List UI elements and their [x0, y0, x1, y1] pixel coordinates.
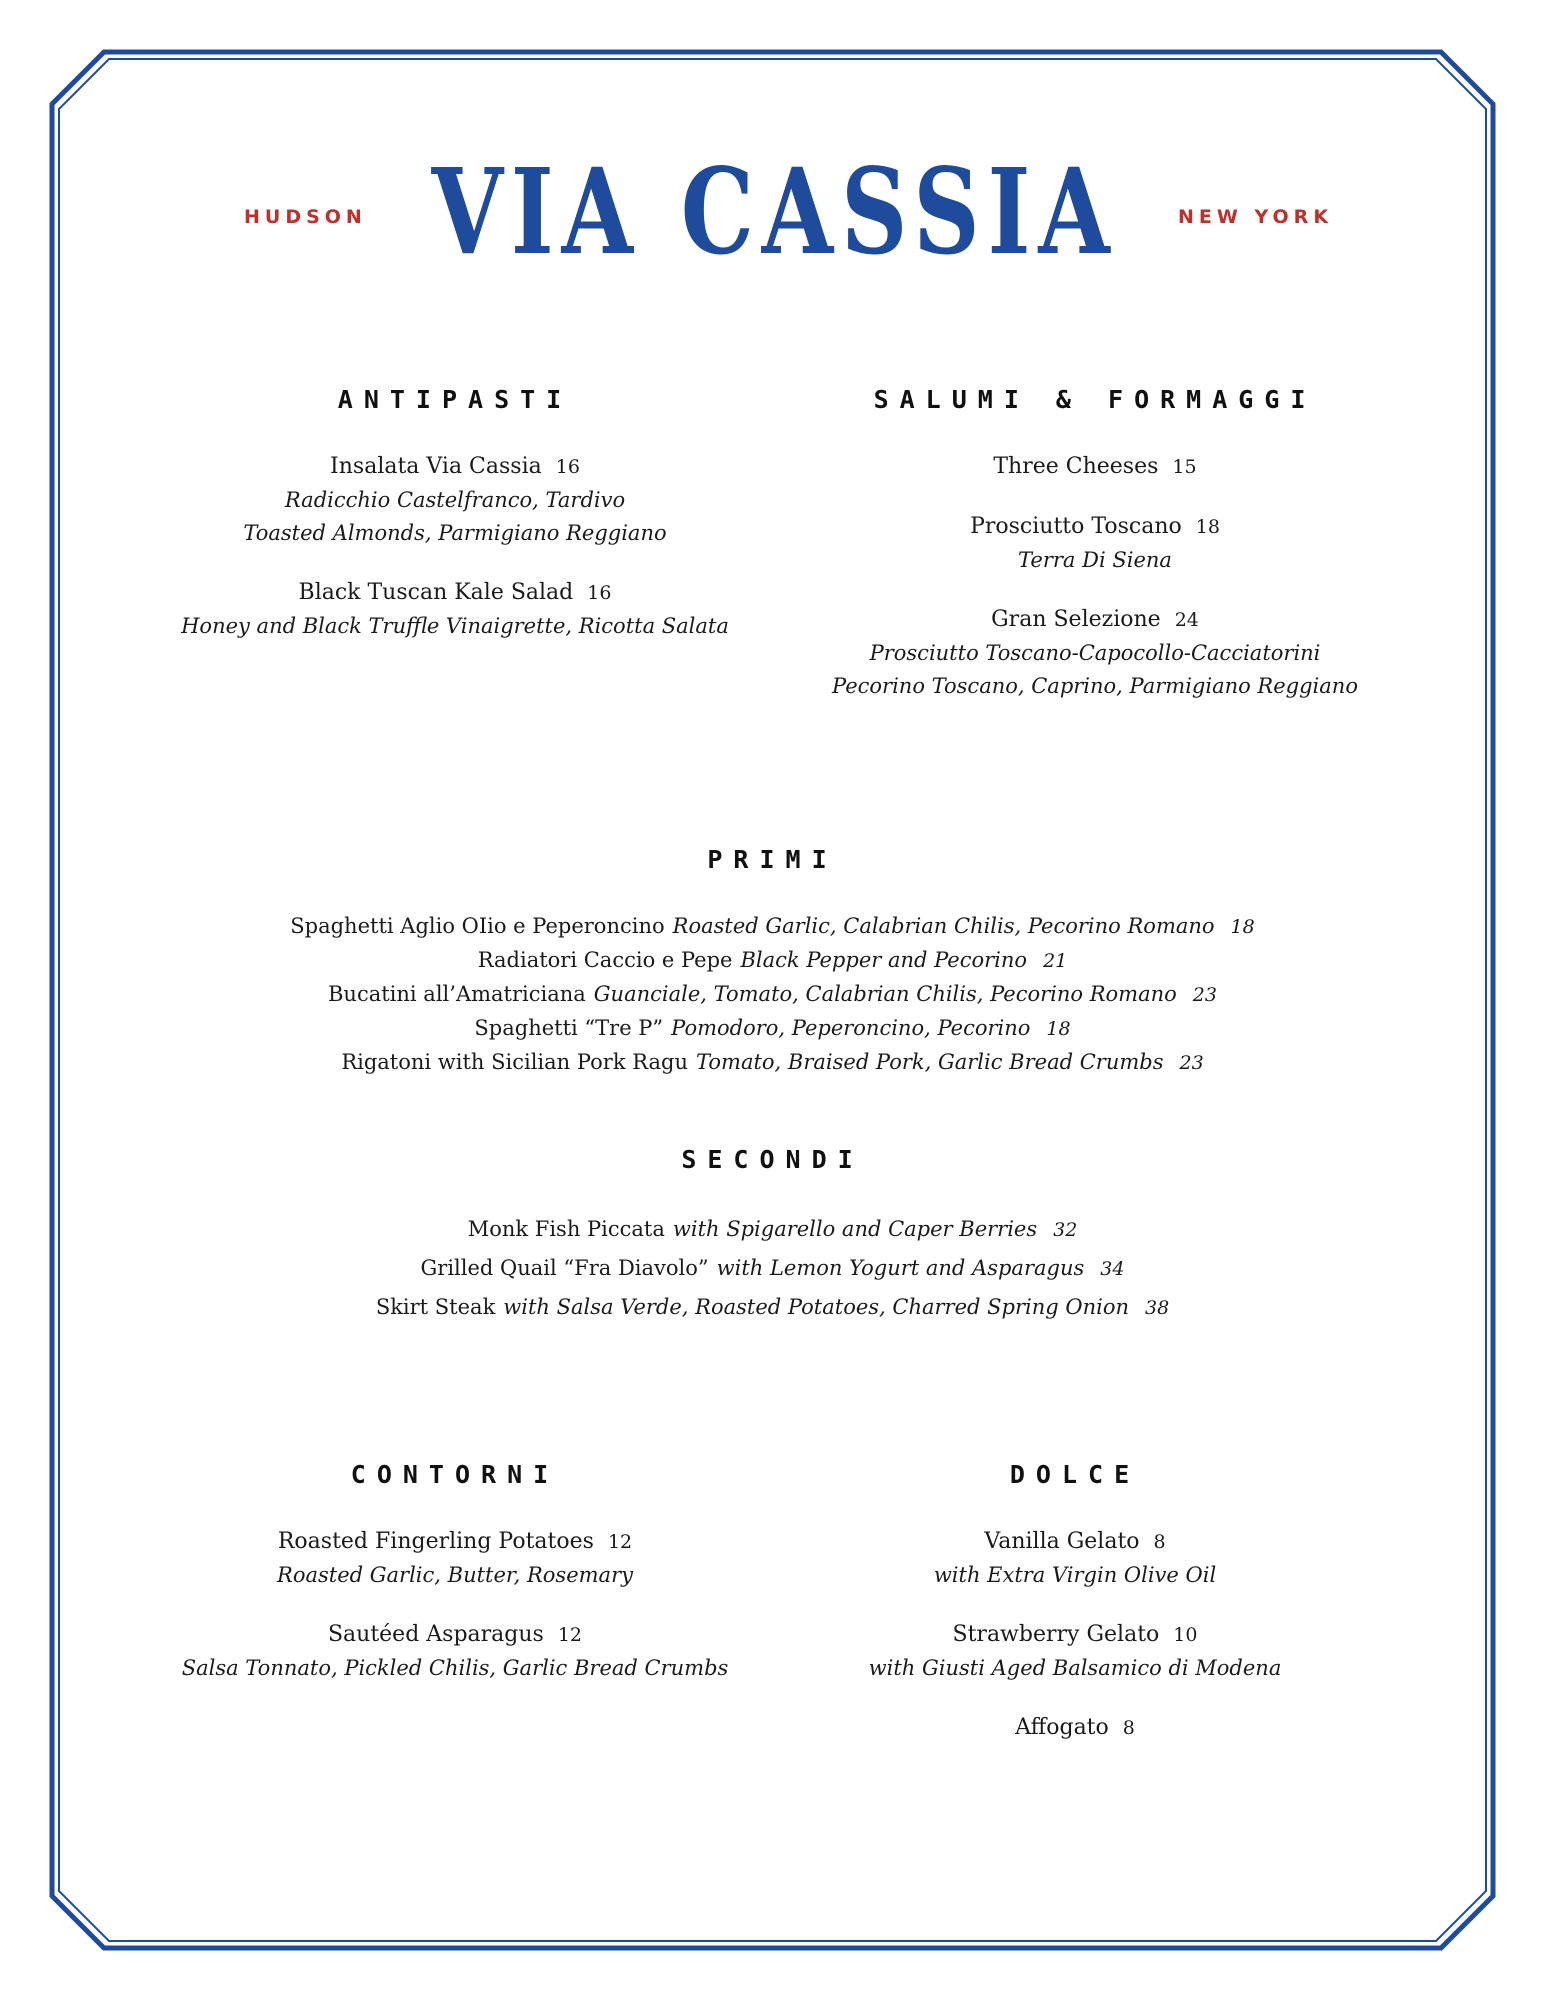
- item-name: Rigatoni with Sicilian Pork Ragu: [341, 1050, 689, 1074]
- item-description: Salsa Tonnato, Pickled Chilis, Garlic Bread Crumbs: [181, 1656, 729, 1680]
- item-description: Prosciutto Toscano-Capocollo-Cacciatorini: [869, 641, 1321, 665]
- item-description: Radicchio Castelfranco, Tardivo: [284, 488, 626, 512]
- item-name: Roasted Fingerling Potatoes: [277, 1529, 594, 1554]
- section-title: SALUMI & FORMAGGI: [873, 385, 1317, 414]
- item-price: 16: [555, 456, 580, 478]
- section-title: CONTORNI: [350, 1460, 560, 1489]
- menu-item: [150, 1618, 760, 1685]
- item-line: [150, 1525, 760, 1559]
- menu-item: [180, 1210, 1365, 1249]
- menu-item: [180, 1046, 1365, 1080]
- item-name: Gran Selezione: [991, 607, 1161, 632]
- section-secondi: [180, 1145, 1365, 1327]
- restaurant-title: VIA CASSIA: [431, 142, 1118, 281]
- menu-item: [180, 944, 1365, 978]
- item-list: [770, 1525, 1380, 1745]
- item-name: Insalata Via Cassia: [330, 454, 542, 479]
- section-primi: [180, 845, 1365, 1080]
- item-price: 38: [1145, 1297, 1170, 1319]
- section-contorni: [150, 1460, 760, 1711]
- item-price: 12: [607, 1531, 633, 1553]
- item-price: 8: [1153, 1531, 1166, 1553]
- section-title: DOLCE: [1009, 1460, 1141, 1489]
- item-line: [150, 450, 760, 484]
- item-name: Strawberry Gelato: [952, 1622, 1160, 1647]
- item-line: [150, 1618, 760, 1652]
- section-dolce: [770, 1460, 1380, 1771]
- item-description: with Lemon Yogurt and Asparagus: [716, 1256, 1085, 1280]
- item-description: Pomodoro, Peperoncino, Pecorino: [671, 1016, 1031, 1040]
- item-name: Sautéed Asparagus: [327, 1622, 544, 1647]
- item-line: [770, 1618, 1380, 1652]
- menu-item: [180, 1012, 1365, 1046]
- item-name: Radiatori Caccio e Pepe: [477, 948, 733, 972]
- section-title: SECONDI: [681, 1145, 864, 1174]
- item-name: Grilled Quail “Fra Diavolo”: [420, 1256, 709, 1280]
- item-price: 24: [1174, 609, 1199, 631]
- menu-item: [180, 910, 1365, 944]
- item-price: 12: [557, 1624, 583, 1646]
- menu-item: [770, 1711, 1380, 1745]
- item-line: [770, 1525, 1380, 1559]
- item-description: Roasted Garlic, Butter, Rosemary: [277, 1563, 633, 1587]
- section-title: ANTIPASTI: [337, 385, 573, 414]
- item-price: 16: [587, 582, 612, 604]
- item-price: 34: [1100, 1258, 1125, 1280]
- item-price: 15: [1172, 456, 1197, 478]
- item-description: Guanciale, Tomato, Calabrian Chilis, Pecorino Romano: [593, 982, 1177, 1006]
- item-price: 32: [1053, 1219, 1078, 1241]
- menu-item: [790, 603, 1400, 703]
- item-price: 21: [1043, 950, 1068, 972]
- item-description: Pecorino Toscano, Caprino, Parmigiano Reggiano: [832, 674, 1358, 698]
- item-name: Three Cheeses: [993, 454, 1159, 479]
- item-description: with Giusti Aged Balsamico di Modena: [868, 1656, 1282, 1680]
- section-antipasti: [150, 385, 760, 669]
- menu-item: [770, 1618, 1380, 1685]
- item-name: Skirt Steak: [375, 1295, 496, 1319]
- location-left: HUDSON: [244, 206, 367, 228]
- item-description: with Salsa Verde, Roasted Potatoes, Charred Spring Onion: [503, 1295, 1129, 1319]
- item-description: Honey and Black Truffle Vinaigrette, Ricotta Salata: [181, 614, 729, 638]
- menu-item: [790, 510, 1400, 577]
- section-title: PRIMI: [707, 845, 838, 874]
- item-line: [790, 450, 1400, 484]
- location-right: NEW YORK: [1178, 206, 1334, 228]
- item-list: [150, 450, 760, 643]
- menu-item: [150, 1525, 760, 1592]
- menu-item: [180, 978, 1365, 1012]
- item-description: Tomato, Braised Pork, Garlic Bread Crumbs: [696, 1050, 1164, 1074]
- menu-header: [0, 142, 1545, 281]
- menu-item: [150, 576, 760, 643]
- item-description: with Extra Virgin Olive Oil: [933, 1563, 1217, 1587]
- item-line: [790, 603, 1400, 637]
- menu-item: [180, 1288, 1365, 1327]
- item-description: Black Pepper and Pecorino: [740, 948, 1028, 972]
- item-description: with Spigarello and Caper Berries: [672, 1217, 1038, 1241]
- section-salumi-formaggi: [790, 385, 1400, 729]
- item-name: Black Tuscan Kale Salad: [298, 580, 574, 605]
- item-description: Roasted Garlic, Calabrian Chilis, Pecorino Romano: [672, 914, 1215, 938]
- item-description: Toasted Almonds, Parmigiano Reggiano: [243, 521, 667, 545]
- item-description: Terra Di Siena: [1018, 548, 1172, 572]
- item-price: 23: [1192, 984, 1217, 1006]
- item-line: [150, 576, 760, 610]
- item-price: 23: [1179, 1052, 1204, 1074]
- item-price: 18: [1046, 1018, 1071, 1040]
- item-list: [150, 1525, 760, 1685]
- item-price: 10: [1173, 1624, 1198, 1646]
- item-price: 18: [1195, 516, 1220, 538]
- item-name: Bucatini all’Amatriciana: [328, 982, 586, 1006]
- menu-item: [180, 1249, 1365, 1288]
- item-name: Spaghetti Aglio OIio e Peperoncino: [290, 914, 665, 938]
- item-price: 8: [1122, 1717, 1135, 1739]
- item-name: Monk Fish Piccata: [467, 1217, 665, 1241]
- item-list: [790, 450, 1400, 703]
- item-line: [770, 1711, 1380, 1745]
- item-name: Prosciutto Toscano: [970, 514, 1182, 539]
- item-name: Affogato: [1015, 1715, 1109, 1740]
- item-list: [180, 910, 1365, 1080]
- item-name: Spaghetti “Tre P”: [474, 1016, 664, 1040]
- menu-item: [770, 1525, 1380, 1592]
- item-price: 18: [1230, 916, 1255, 938]
- menu-item: [790, 450, 1400, 484]
- item-name: Vanilla Gelato: [984, 1529, 1140, 1554]
- item-line: [790, 510, 1400, 544]
- item-list: [180, 1210, 1365, 1327]
- menu-item: [150, 450, 760, 550]
